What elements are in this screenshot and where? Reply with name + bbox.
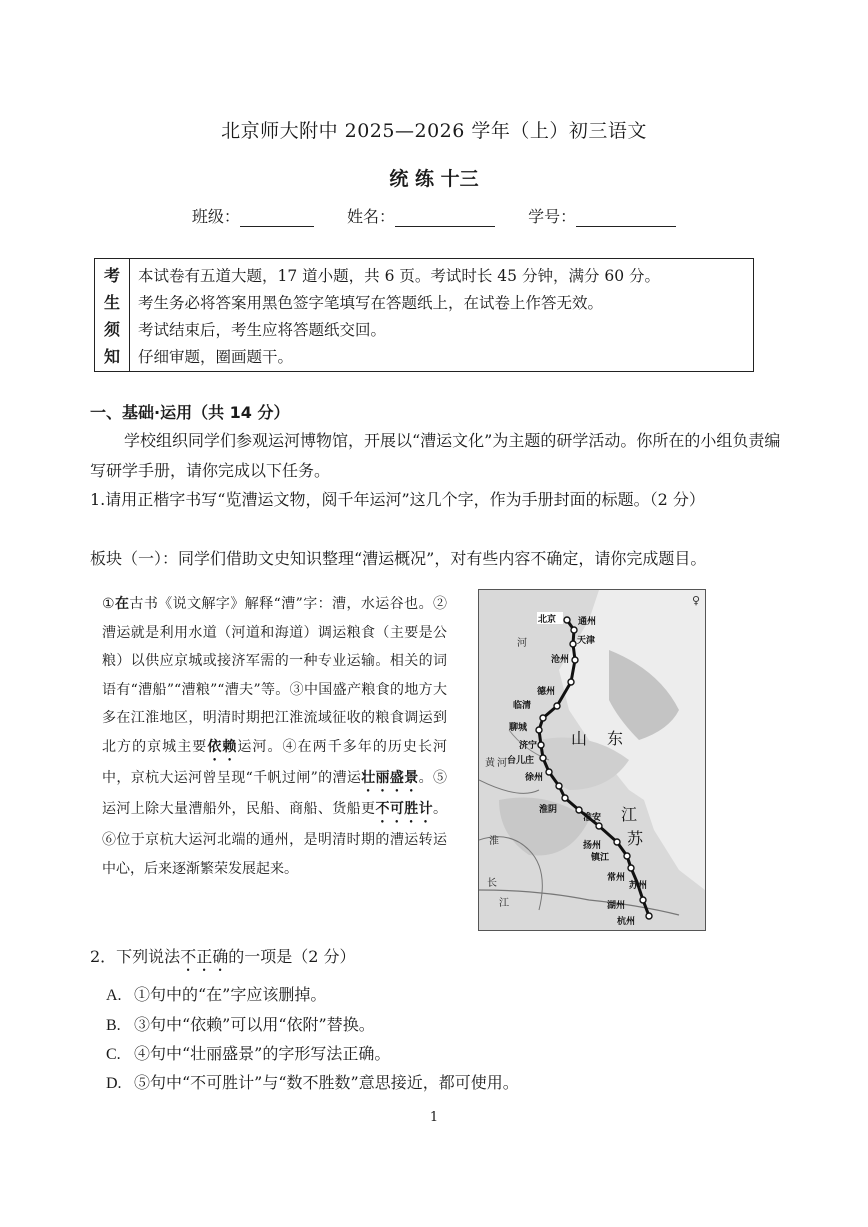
- grand-canal-map: [478, 589, 706, 931]
- q2-stem-emphasis: 不正确: [180, 947, 229, 966]
- map-river-label: 江: [499, 898, 509, 909]
- option-text: ③句中“依赖”可以用“依附”替换。: [134, 1015, 375, 1034]
- map-city-label: 北京: [538, 615, 557, 625]
- exam-notice-box: [94, 258, 754, 372]
- q2-stem-text: 2．下列说法: [90, 947, 181, 966]
- passage-text: 古书《说文解字》解释“漕”字：漕，水运谷也。②漕运就是利用水道（河道和海道）调运粮食（主要是公粮）以供应京城或接济军需的一种专业运输。相关的词语有“漕船”“漕粮”“漕夫”等。③中国盛产粮食的地方大多在江淮地区，明清时期把江淮流域征收的粮食调运到北方的京城主要: [102, 596, 447, 755]
- option-letter: C.: [106, 1046, 121, 1063]
- id-field: [528, 204, 676, 227]
- map-region-label: 东: [607, 729, 624, 748]
- question-2-stem: [90, 944, 355, 975]
- class-blank[interactable]: [240, 210, 314, 227]
- page-number: 1: [429, 1110, 439, 1125]
- passage-text: 。⑥位于京杭大运河北端的通州，是明清时期的漕运转运中心，后来逐渐繁荣发展起来。: [102, 800, 448, 877]
- map-river-label: 黄: [485, 758, 495, 769]
- passage-marker: ①: [102, 596, 115, 612]
- option-text: ④句中“壮丽盛景”的字形写法正确。: [134, 1044, 391, 1063]
- map-city-label: 德州: [537, 687, 556, 697]
- map-city-label: 杭州: [617, 917, 636, 927]
- name-label: 姓名：: [346, 207, 395, 226]
- map-region-label: 山: [571, 729, 588, 748]
- exam-subtitle: 统 练 十三: [389, 168, 479, 190]
- option-text: ⑤句中“不可胜计”与“数不胜数”意思接近，都可使用。: [134, 1073, 519, 1092]
- passage-text: 运河。④在两千多年的历史长河中，京杭大运河曾呈现“千帆过闸”的漕运: [102, 738, 448, 786]
- notice-item: 本试卷有五道大题，17 道小题，共 6 页。考试时长 45 分钟，满分 60 分。: [138, 266, 661, 285]
- passage-word-zhuanglishengjing: 壮丽盛景: [361, 769, 419, 786]
- class-field: [192, 204, 314, 227]
- notice-label-char: 须: [103, 320, 120, 339]
- notice-label: [95, 259, 130, 371]
- option-letter: D.: [106, 1075, 122, 1092]
- option-d[interactable]: [106, 1070, 519, 1093]
- notice-label-char: 考: [103, 266, 120, 285]
- passage-word-bukeshengji: 不可胜计: [375, 800, 434, 817]
- map-city-label: 扬州: [583, 841, 602, 851]
- map-city-label: 徐州: [525, 773, 544, 783]
- map-city-label: 常州: [607, 873, 626, 883]
- notice-items: [130, 259, 753, 371]
- passage-word-yilai: 依赖: [207, 738, 238, 755]
- exam-title: 北京师大附中 2025—2026 学年（上）初三语文: [221, 120, 647, 142]
- option-c[interactable]: [106, 1041, 390, 1064]
- option-a[interactable]: [106, 982, 326, 1005]
- passage-text: 。⑤运河上除大量漕船外，民船、商船、货船更: [102, 769, 448, 817]
- map-river-label: 河: [517, 638, 527, 649]
- name-blank[interactable]: [395, 210, 495, 227]
- name-field: [347, 204, 495, 227]
- map-city-label: 镇江: [591, 853, 610, 863]
- option-letter: B.: [106, 1017, 121, 1034]
- section-heading: 一、基础·运用（共 14 分）: [90, 403, 290, 422]
- q2-stem-text: 的一项是（2 分）: [228, 947, 356, 966]
- question-1: 1.请用正楷字书写“览漕运文物，阅千年运河”这几个字，作为手册封面的标题。（2 分）: [90, 490, 705, 509]
- block-1-instruction: 板块（一）：同学们借助文史知识整理“漕运概况”，对有些内容不确定，请你完成题目。: [90, 549, 707, 568]
- reading-passage: [102, 590, 447, 883]
- map-region-label: 江: [621, 805, 638, 824]
- option-text: ①句中的“在”字应该删掉。: [134, 985, 327, 1004]
- map-city-label: 天津: [577, 636, 596, 646]
- notice-item: 仔细审题，圈画题干。: [138, 347, 294, 366]
- map-river-label: 长: [487, 878, 497, 889]
- passage-word-zai: 在: [114, 596, 130, 612]
- map-city-label: 聊城: [509, 723, 528, 733]
- map-city-label: 临清: [513, 701, 532, 711]
- section-intro: 学校组织同学们参观运河博物馆，开展以“漕运文化”为主题的研学活动。你所在的小组负责编写研学手册，请你完成以下任务。: [90, 431, 781, 480]
- notice-label-char: 知: [103, 347, 120, 366]
- north-arrow-icon: ♀: [692, 594, 701, 607]
- map-city-label: 淮安: [583, 813, 602, 823]
- map-river-label: 淮: [489, 836, 499, 847]
- map-region-label: 苏: [627, 829, 644, 848]
- map-river-label: 河: [497, 758, 507, 769]
- map-city-label: 沧州: [551, 655, 570, 665]
- id-blank[interactable]: [576, 210, 676, 227]
- option-letter: A.: [106, 987, 122, 1004]
- map-city-label: 淮阴: [539, 805, 558, 815]
- id-label: 学号：: [528, 207, 577, 226]
- map-city-label: 通州: [578, 617, 597, 627]
- map-city-label: 苏州: [629, 881, 648, 891]
- student-info-row: [0, 204, 868, 227]
- map-city-label: 台儿庄: [507, 756, 535, 766]
- notice-item: 考试结束后，考生应将答题纸交回。: [138, 320, 387, 339]
- option-b[interactable]: [106, 1012, 375, 1035]
- map-city-label: 济宁: [519, 741, 538, 751]
- map-city-label: 湖州: [607, 901, 626, 911]
- notice-item: 考生务必将答案用黑色签字笔填写在答题纸上，在试卷上作答无效。: [138, 293, 604, 312]
- class-label: 班级：: [191, 207, 240, 226]
- notice-label-char: 生: [103, 293, 120, 312]
